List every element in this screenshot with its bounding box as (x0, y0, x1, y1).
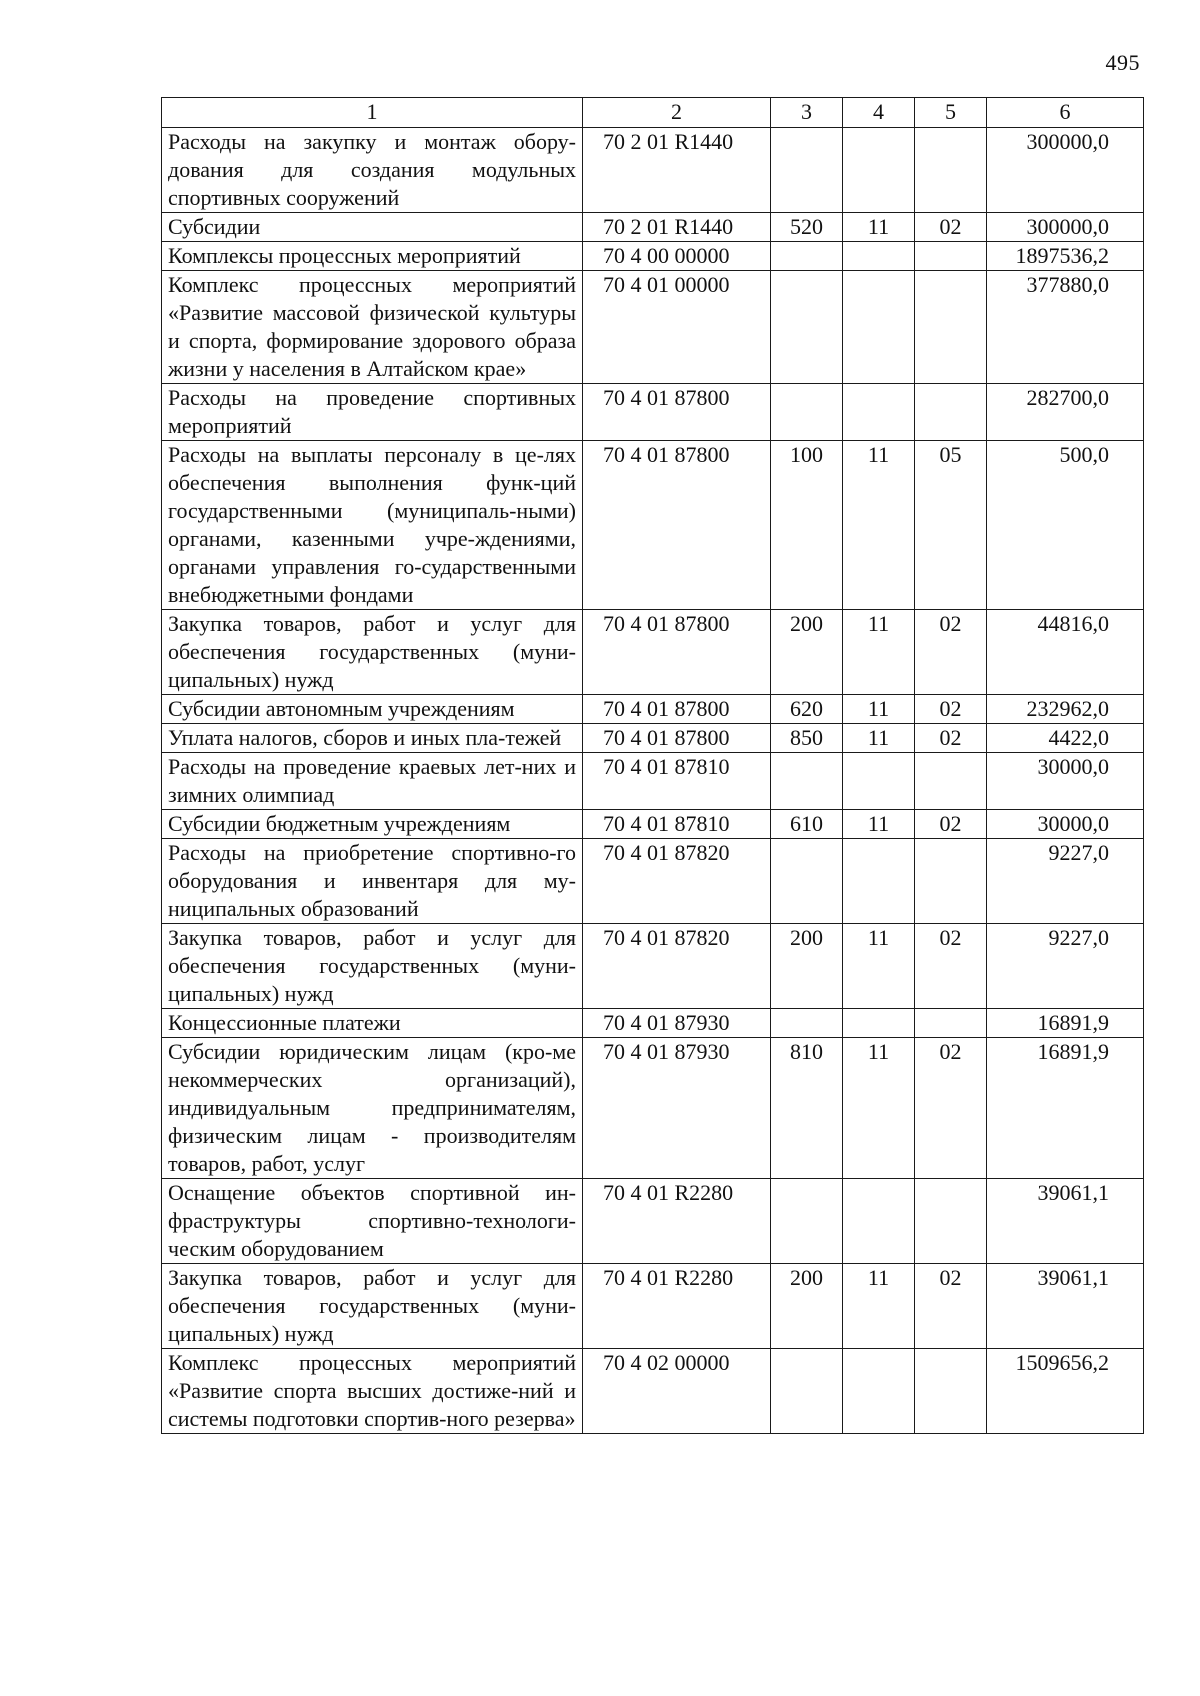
classification-code-cell: 70 4 01 87930 (583, 1038, 771, 1179)
subsection-cell (915, 1009, 987, 1038)
amount-cell: 4422,0 (987, 724, 1144, 753)
classification-code-cell: 70 2 01 R1440 (583, 213, 771, 242)
expense-type-cell (771, 384, 843, 441)
item-name-cell: Субсидии автономным учреждениям (162, 695, 583, 724)
amount-cell: 232962,0 (987, 695, 1144, 724)
amount-cell: 9227,0 (987, 839, 1144, 924)
section-cell (843, 242, 915, 271)
subsection-cell: 02 (915, 610, 987, 695)
classification-code-cell: 70 4 01 R2280 (583, 1179, 771, 1264)
header-cell-5: 5 (915, 98, 987, 128)
expense-type-cell: 200 (771, 610, 843, 695)
table-row (162, 753, 1144, 810)
subsection-cell: 02 (915, 924, 987, 1009)
table-row (162, 810, 1144, 839)
classification-code-cell: 70 4 01 87800 (583, 610, 771, 695)
item-name-cell: Субсидии бюджетным учреждениям (162, 810, 583, 839)
section-cell: 11 (843, 695, 915, 724)
section-cell (843, 1009, 915, 1038)
header-cell-6: 6 (987, 98, 1144, 128)
item-name-cell: Комплекс процессных мероприятий «Развитие массовой физической культуры и спорта, формирование здорового образа жизни у населения в Алтайском крае» (162, 271, 583, 384)
item-name-cell: Расходы на проведение спортивных мероприятий (162, 384, 583, 441)
item-name-cell: Оснащение объектов спортивной ин-фраструктуры спортивно-технологи-ческим оборудованием (162, 1179, 583, 1264)
classification-code-cell: 70 4 01 87820 (583, 839, 771, 924)
header-cell-2: 2 (583, 98, 771, 128)
table-row (162, 610, 1144, 695)
section-cell (843, 839, 915, 924)
item-name-cell: Расходы на закупку и монтаж обору-дования для создания модульных спортивных сооружений (162, 128, 583, 213)
table-row (162, 271, 1144, 384)
section-cell: 11 (843, 441, 915, 610)
amount-cell: 44816,0 (987, 610, 1144, 695)
classification-code-cell: 70 4 01 87800 (583, 384, 771, 441)
section-cell: 11 (843, 1264, 915, 1349)
expense-type-cell: 810 (771, 1038, 843, 1179)
subsection-cell (915, 1349, 987, 1434)
section-cell: 11 (843, 924, 915, 1009)
amount-cell: 30000,0 (987, 753, 1144, 810)
section-cell: 11 (843, 724, 915, 753)
header-cell-3: 3 (771, 98, 843, 128)
item-name-cell: Комплекс процессных мероприятий «Развитие спорта высших достиже-ний и системы подготовки спортив-ного резерва» (162, 1349, 583, 1434)
table-row (162, 1038, 1144, 1179)
section-cell: 11 (843, 213, 915, 242)
expense-type-cell (771, 1009, 843, 1038)
section-cell (843, 1179, 915, 1264)
table-row (162, 1009, 1144, 1038)
amount-cell: 282700,0 (987, 384, 1144, 441)
expense-type-cell (771, 128, 843, 213)
expense-type-cell: 620 (771, 695, 843, 724)
subsection-cell: 05 (915, 441, 987, 610)
classification-code-cell: 70 4 00 00000 (583, 242, 771, 271)
table-row (162, 695, 1144, 724)
expense-type-cell: 850 (771, 724, 843, 753)
table-row (162, 724, 1144, 753)
amount-cell: 300000,0 (987, 128, 1144, 213)
item-name-cell: Уплата налогов, сборов и иных пла-тежей (162, 724, 583, 753)
subsection-cell (915, 128, 987, 213)
classification-code-cell: 70 4 01 87800 (583, 695, 771, 724)
subsection-cell (915, 753, 987, 810)
table-row (162, 242, 1144, 271)
classification-code-cell: 70 4 01 00000 (583, 271, 771, 384)
amount-cell: 300000,0 (987, 213, 1144, 242)
amount-cell: 1897536,2 (987, 242, 1144, 271)
table-row (162, 1179, 1144, 1264)
subsection-cell: 02 (915, 1264, 987, 1349)
subsection-cell (915, 242, 987, 271)
table-row (162, 128, 1144, 213)
subsection-cell (915, 384, 987, 441)
subsection-cell (915, 1179, 987, 1264)
subsection-cell (915, 839, 987, 924)
item-name-cell: Закупка товаров, работ и услуг для обеспечения государственных (муни-ципальных) нужд (162, 610, 583, 695)
classification-code-cell: 70 4 01 87800 (583, 441, 771, 610)
classification-code-cell: 70 2 01 R1440 (583, 128, 771, 213)
expense-type-cell (771, 1349, 843, 1434)
amount-cell: 39061,1 (987, 1264, 1144, 1349)
subsection-cell (915, 271, 987, 384)
amount-cell: 30000,0 (987, 810, 1144, 839)
section-cell (843, 128, 915, 213)
subsection-cell: 02 (915, 1038, 987, 1179)
expense-type-cell: 200 (771, 924, 843, 1009)
amount-cell: 16891,9 (987, 1009, 1144, 1038)
amount-cell: 377880,0 (987, 271, 1144, 384)
item-name-cell: Закупка товаров, работ и услуг для обеспечения государственных (муни-ципальных) нужд (162, 924, 583, 1009)
amount-cell: 39061,1 (987, 1179, 1144, 1264)
table-row (162, 213, 1144, 242)
amount-cell: 500,0 (987, 441, 1144, 610)
section-cell (843, 271, 915, 384)
section-cell: 11 (843, 810, 915, 839)
item-name-cell: Расходы на выплаты персоналу в це-лях обеспечения выполнения функ-ций государственными (муниципаль-ными) органами, казенными учре-ждениями, органами управления го-сударственными внебюджетными фондами (162, 441, 583, 610)
expense-type-cell (771, 242, 843, 271)
subsection-cell: 02 (915, 213, 987, 242)
table-row (162, 1349, 1144, 1434)
classification-code-cell: 70 4 01 87820 (583, 924, 771, 1009)
header-row (162, 98, 1144, 128)
section-cell (843, 1349, 915, 1434)
table-row (162, 839, 1144, 924)
item-name-cell: Субсидии юридическим лицам (кро-ме некоммерческих организаций), индивидуальным предпринимателям, физическим лицам - производителям товаров, работ, услуг (162, 1038, 583, 1179)
expense-type-cell (771, 839, 843, 924)
item-name-cell: Субсидии (162, 213, 583, 242)
table-body (162, 128, 1144, 1434)
expense-type-cell: 610 (771, 810, 843, 839)
expense-type-cell: 520 (771, 213, 843, 242)
classification-code-cell: 70 4 02 00000 (583, 1349, 771, 1434)
table-row (162, 384, 1144, 441)
item-name-cell: Концессионные платежи (162, 1009, 583, 1038)
classification-code-cell: 70 4 01 87930 (583, 1009, 771, 1038)
table-row (162, 1264, 1144, 1349)
item-name-cell: Закупка товаров, работ и услуг для обеспечения государственных (муни-ципальных) нужд (162, 1264, 583, 1349)
section-cell: 11 (843, 610, 915, 695)
section-cell (843, 753, 915, 810)
amount-cell: 16891,9 (987, 1038, 1144, 1179)
amount-cell: 1509656,2 (987, 1349, 1144, 1434)
subsection-cell: 02 (915, 810, 987, 839)
classification-code-cell: 70 4 01 R2280 (583, 1264, 771, 1349)
expense-type-cell: 200 (771, 1264, 843, 1349)
item-name-cell: Комплексы процессных мероприятий (162, 242, 583, 271)
header-cell-1: 1 (162, 98, 583, 128)
subsection-cell: 02 (915, 695, 987, 724)
expense-type-cell (771, 271, 843, 384)
section-cell: 11 (843, 1038, 915, 1179)
classification-code-cell: 70 4 01 87810 (583, 810, 771, 839)
item-name-cell: Расходы на проведение краевых лет-них и зимних олимпиад (162, 753, 583, 810)
table-row (162, 441, 1144, 610)
expense-type-cell: 100 (771, 441, 843, 610)
expense-type-cell (771, 1179, 843, 1264)
expense-type-cell (771, 753, 843, 810)
header-cell-4: 4 (843, 98, 915, 128)
classification-code-cell: 70 4 01 87800 (583, 724, 771, 753)
page-number: 495 (1105, 50, 1140, 75)
budget-table (161, 97, 1144, 1434)
table-row (162, 924, 1144, 1009)
classification-code-cell: 70 4 01 87810 (583, 753, 771, 810)
item-name-cell: Расходы на приобретение спортивно-го оборудования и инвентаря для му-ниципальных образований (162, 839, 583, 924)
subsection-cell: 02 (915, 724, 987, 753)
section-cell (843, 384, 915, 441)
amount-cell: 9227,0 (987, 924, 1144, 1009)
